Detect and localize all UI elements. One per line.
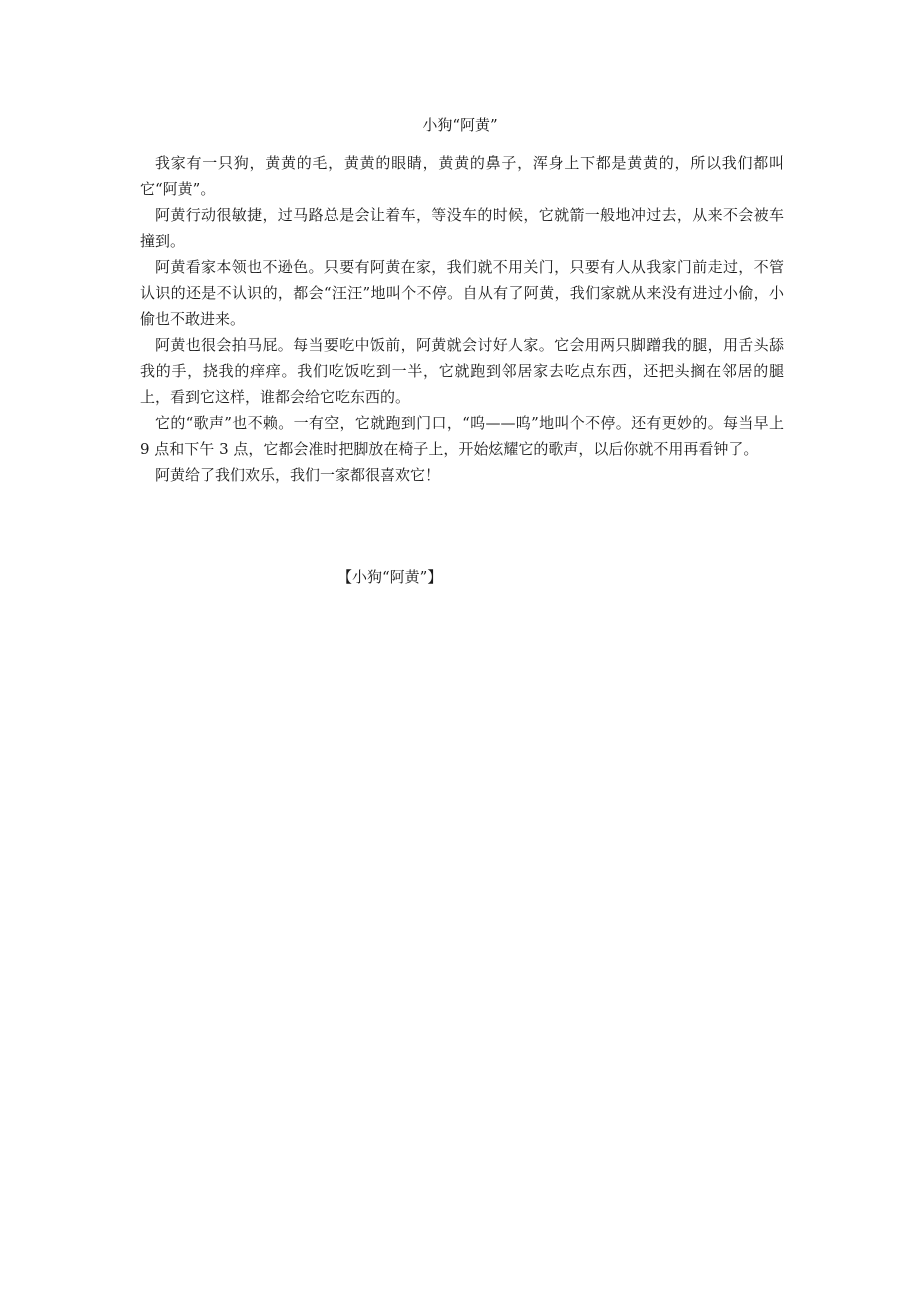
- footer-title: 【小狗“阿黄”】: [337, 568, 443, 586]
- document-body: [140, 150, 784, 488]
- paragraph-4: 阿黄也很会拍马屁。每当要吃中饭前，阿黄就会讨好人家。它会用两只脚蹭我的腿，用舌头舔我的手，挠我的痒痒。我们吃饭吃到一半，它就跑到邻居家去吃点东西，还把头搁在邻居的腿上，看到它这样，谁都会给它吃东西的。: [140, 336, 784, 406]
- document-title: 小狗“阿黄”: [422, 116, 498, 134]
- paragraph-6: 阿黄给了我们欢乐，我们一家都很喜欢它！: [155, 466, 441, 484]
- paragraph-5: 它的“歌声”也不赖。一有空，它就跑到门口，“呜——呜”地叫个不停。还有更妙的。每当早上 9 点和下午 3 点，它都会准时把脚放在椅子上，开始炫耀它的歌声，以后你就不用再看钟了。: [140, 414, 784, 458]
- paragraph-3: 阿黄看家本领也不逊色。只要有阿黄在家，我们就不用关门，只要有人从我家门前走过，不管认识的还是不认识的，都会“汪汪”地叫个不停。自从有了阿黄，我们家就从来没有进过小偷，小偷也不敢进来。: [140, 258, 784, 328]
- paragraph-2: 阿黄行动很敏捷，过马路总是会让着车，等没车的时候，它就箭一般地冲过去，从来不会被车撞到。: [140, 206, 784, 250]
- paragraph-1: 我家有一只狗，黄黄的毛，黄黄的眼睛，黄黄的鼻子，浑身上下都是黄黄的，所以我们都叫它“阿黄”。: [140, 154, 784, 198]
